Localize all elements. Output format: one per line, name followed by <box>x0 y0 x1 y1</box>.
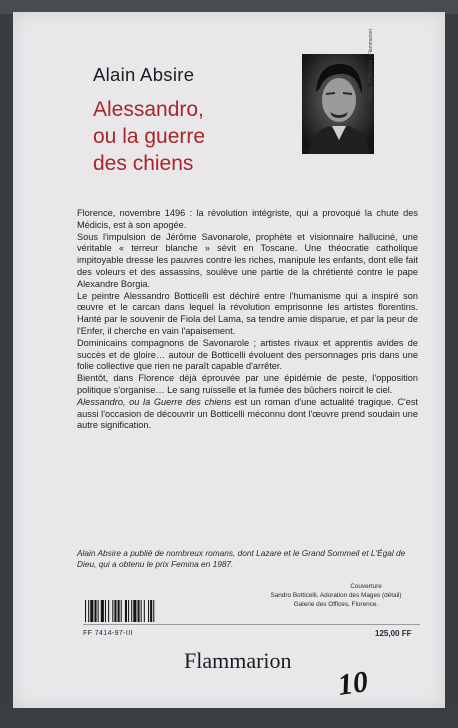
barcode <box>83 600 201 624</box>
author-name: Alain Absire <box>93 64 195 85</box>
photo-credit: Photo : P. Perforte / Flammarion <box>368 28 374 100</box>
book-back-cover <box>13 12 445 708</box>
cover-credit-heading: Couverture <box>350 583 382 590</box>
synopsis-paragraph: Dominicains compagnons de Savonarole ; artistes rivaux et apprentis avides de succès et de gloire… autour de Botticelli évoluent des personnages pris dans une folie collective que rien ne paraît capable d'arrêter. <box>77 337 418 372</box>
synopsis-paragraph: Sous l'impulsion de Jérôme Savonarole, prophète et visionnaire halluciné, une véritable « terreur blanche » sévit en Toscane. Une théocratie catholique impitoyable dresse les pauvres contre les riches, manipule les enfants, dont elle fait des voleurs et des assassins, soulève une partie de la chrétienté contre le pape Alexandre Borgia. <box>77 231 418 289</box>
divider <box>83 624 420 625</box>
author-portrait-image <box>302 54 374 154</box>
title-line: Alessandro, <box>93 98 204 121</box>
isbn-code: FF 7414-97-III <box>83 630 133 637</box>
cover-credit <box>260 582 412 609</box>
synopsis-paragraph: Florence, novembre 1496 : la révolution intégriste, qui a provoqué la chute des Médicis, est à son apogée. <box>77 208 418 230</box>
handwritten-sticker: 10 <box>335 665 371 702</box>
publisher-name: Flammarion <box>184 648 292 673</box>
synopsis-paragraph: Bientôt, dans Florence déjà éprouvée par une épidémie de peste, l'opposition politique s'organise… Le sang ruisselle et la fumée des bûchers noircit le ciel. <box>77 373 418 395</box>
closing-title-italic: Alessandro, ou la Guerre des chiens <box>77 396 232 407</box>
price: 125,00 FF <box>375 629 412 638</box>
synopsis-closing <box>77 397 418 432</box>
author-photo <box>302 54 374 154</box>
synopsis <box>77 208 418 432</box>
cover-credit-line: Sandro Botticelli, Adoration des Mages (détail) <box>270 592 402 599</box>
barcode-graphic <box>83 600 201 624</box>
background-bottom <box>0 708 458 728</box>
author-bio: Alain Absire a publié de nombreux romans, dont Lazare et le Grand Sommeil et L'Égal de Dieu, qui a obtenu le prix Femina en 1987. <box>77 548 406 569</box>
closing-text: est un roman d'une actualité tragique. C'est aussi l'occasion de découvrir un Botticelli méconnu dont l'œuvre prend soudain une autre signification. <box>77 396 418 431</box>
cover-credit-line: Galerie des Offices, Florence. <box>293 601 379 608</box>
title-line: des chiens <box>93 152 194 175</box>
synopsis-paragraph: Le peintre Alessandro Botticelli est déchiré entre l'humanisme qui a inspiré son œuvre et le carcan dans lequel la révolution emprisonne les artistes florentins. Hanté par le souvenir de Fiola del Lama, sa tendre amie disparue, et par la peur de l'Enfer, il cherche en vain l'apaisement. <box>77 290 418 336</box>
book-title <box>93 96 293 177</box>
title-line: ou la guerre <box>93 125 206 148</box>
